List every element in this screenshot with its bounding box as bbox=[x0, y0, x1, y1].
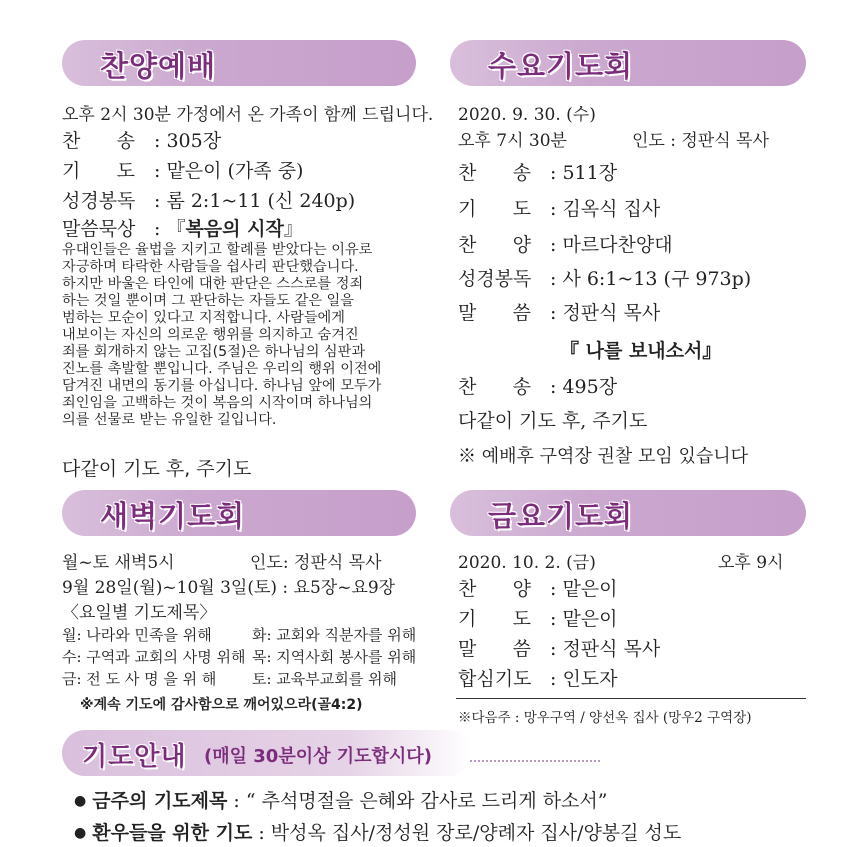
section-title-worship: 찬양예배 bbox=[100, 49, 217, 83]
wednesday-row bbox=[458, 158, 617, 185]
section-header-friday bbox=[450, 490, 806, 536]
dawn-topic: 월: 나라와 민족을 위해 bbox=[62, 626, 212, 644]
friday-time: 오후 9시 bbox=[718, 553, 784, 573]
wednesday-row bbox=[458, 264, 751, 291]
section-title-friday: 금요기도회 bbox=[488, 499, 634, 533]
wednesday-notice: ※ 예배후 구역장 권찰 모임 있습니다 bbox=[458, 446, 749, 467]
row-label: 말씀묵상 bbox=[62, 218, 136, 240]
wednesday-row-hymn2 bbox=[458, 372, 617, 399]
dawn-verse: ※계속 기도에 감사함으로 깨어있으라(골4:2) bbox=[80, 697, 363, 713]
row-value: : 『 bbox=[154, 218, 186, 240]
prayer-item-value: : “ 추석명절을 은혜와 감사로 드리게 하소서” bbox=[227, 790, 608, 812]
friday-divider bbox=[456, 698, 806, 699]
body-line: 내보이는 자신의 의로운 행위를 의지하고 숨겨진 bbox=[62, 327, 359, 343]
dawn-topic: 목: 지역사회 봉사를 위해 bbox=[252, 648, 417, 666]
body-line: 하지만 바울은 타인에 대한 판단은 스스로를 정죄 bbox=[62, 276, 364, 292]
row-value: : 사 6:1~13 (구 973p) bbox=[550, 268, 752, 290]
row-label: 기 도 bbox=[62, 160, 135, 182]
worship-intro: 오후 2시 30분 가정에서 온 가족이 함께 드립니다. bbox=[62, 105, 434, 125]
section-header-prayer bbox=[62, 730, 472, 776]
friday-row bbox=[458, 634, 660, 661]
worship-row-scripture bbox=[62, 186, 355, 213]
dawn-topic: 화: 교회와 직분자를 위해 bbox=[252, 626, 417, 644]
worship-row-meditation bbox=[62, 214, 303, 241]
wednesday-leader: 인도 : 정판식 목사 bbox=[632, 131, 769, 151]
friday-date: 2020. 10. 2. (금) bbox=[458, 553, 596, 573]
dawn-topic: 토: 교육부교회를 위해 bbox=[252, 670, 398, 688]
row-value: : 511장 bbox=[550, 162, 618, 184]
row-value: : 인도자 bbox=[550, 668, 618, 690]
prayer-item-sick bbox=[74, 818, 681, 845]
dawn-period: 9월 28일(월)~10월 3일(토) : 요5장~요9장 bbox=[62, 578, 396, 598]
body-line: 하는 것일 뿐이며 그 판단하는 자들도 같은 일을 bbox=[62, 293, 354, 309]
row-value: : 김옥식 집사 bbox=[550, 198, 661, 220]
wednesday-row bbox=[458, 194, 660, 221]
row-value: : 정판식 목사 bbox=[550, 638, 661, 660]
friday-row bbox=[458, 574, 618, 601]
sermon-body bbox=[62, 242, 412, 429]
row-label: 찬 송 bbox=[458, 376, 531, 398]
row-value: : 롬 2:1~11 (신 240p) bbox=[154, 190, 356, 212]
bullet-icon: ● bbox=[74, 825, 87, 841]
body-line: 진노를 촉발할 뿐입니다. 주님은 우리의 행위 이전에 bbox=[62, 361, 382, 377]
dawn-leader: 인도: 정판식 목사 bbox=[250, 553, 382, 573]
wednesday-closing: 다같이 기도 후, 주기도 bbox=[458, 410, 648, 432]
worship-row-prayer bbox=[62, 156, 303, 183]
prayer-dotted-rule bbox=[470, 760, 600, 762]
row-label: 합심기도 bbox=[458, 668, 532, 690]
row-value: : 정판식 목사 bbox=[550, 302, 661, 324]
worship-closing: 다같이 기도 후, 주기도 bbox=[62, 458, 252, 480]
friday-row bbox=[458, 604, 618, 631]
wednesday-row bbox=[458, 230, 673, 257]
row-label: 기 도 bbox=[458, 198, 531, 220]
row-label: 찬 양 bbox=[458, 234, 531, 256]
body-line: 죄를 회개하지 않는 고집(5절)은 하나님의 심판과 bbox=[62, 344, 366, 360]
row-label: 성경봉독 bbox=[458, 268, 532, 290]
body-line: 담겨진 내면의 동기를 아십니다. 하나님 앞에 모두가 bbox=[62, 378, 382, 394]
row-value: : 305장 bbox=[154, 130, 222, 152]
wednesday-date: 2020. 9. 30. (수) bbox=[458, 105, 596, 125]
dawn-topics-header: 〈요일별 기도제목〉 bbox=[62, 603, 217, 623]
row-label: 말 씀 bbox=[458, 638, 531, 660]
row-value: : 맡은이 (가족 중) bbox=[154, 160, 304, 182]
section-title-dawn: 새벽기도회 bbox=[100, 499, 246, 533]
row-label: 찬 송 bbox=[62, 130, 135, 152]
row-value: : 맡은이 bbox=[550, 578, 618, 600]
row-value: : 495장 bbox=[550, 376, 618, 398]
row-label: 찬 양 bbox=[458, 578, 531, 600]
friday-next-week: ※다음주 : 망우구역 / 양선옥 집사 (망우2 구역장) bbox=[458, 710, 752, 726]
row-label: 찬 송 bbox=[458, 162, 531, 184]
section-header-dawn bbox=[62, 490, 416, 536]
dawn-days: 월~토 새벽5시 bbox=[62, 553, 175, 573]
prayer-item-label: 금주의 기도제목 bbox=[92, 790, 228, 812]
row-label: 말 씀 bbox=[458, 302, 531, 324]
sermon-close: 』 bbox=[283, 218, 303, 240]
wednesday-time: 오후 7시 30분 bbox=[458, 131, 567, 151]
row-label: 기 도 bbox=[458, 608, 531, 630]
row-value: : 마르다찬양대 bbox=[550, 234, 673, 256]
prayer-subtitle: (매일 30분이상 기도합시다) bbox=[204, 746, 432, 767]
section-title-prayer: 기도안내 bbox=[82, 742, 187, 772]
wednesday-row bbox=[458, 298, 660, 325]
body-line: 범하는 모순이 있다고 지적합니다. 사람들에게 bbox=[62, 310, 345, 326]
sermon-title: 복음의 시작 bbox=[185, 218, 284, 240]
row-label: 성경봉독 bbox=[62, 190, 136, 212]
body-line: 유대인들은 율법을 지키고 할례를 받았다는 이유로 bbox=[62, 242, 373, 258]
worship-row-hymn bbox=[62, 126, 221, 153]
row-value: : 맡은이 bbox=[550, 608, 618, 630]
prayer-item-label: 환우들을 위한 기도 bbox=[92, 822, 253, 844]
friday-row bbox=[458, 664, 618, 691]
wednesday-sermon-title: 『 나를 보내소서』 bbox=[560, 340, 722, 362]
body-line: 죄인임을 고백하는 것이 복음의 시작이며 하나님의 bbox=[62, 395, 373, 411]
section-title-wednesday: 수요기도회 bbox=[488, 49, 634, 83]
prayer-item-value: : 박성옥 집사/정성원 장로/양례자 집사/양봉길 성도 bbox=[252, 822, 682, 844]
body-line: 의를 선물로 받는 유일한 길입니다. bbox=[62, 412, 277, 428]
dawn-topic: 금: 전 도 사 명 을 위 해 bbox=[62, 670, 217, 688]
bullet-icon: ● bbox=[74, 793, 87, 809]
body-line: 자긍하며 타락한 사람들을 쉽사리 판단했습니다. bbox=[62, 259, 359, 275]
section-header-worship bbox=[62, 40, 416, 86]
section-header-wednesday bbox=[450, 40, 806, 86]
dawn-topic: 수: 구역과 교회의 사명 위해 bbox=[62, 648, 246, 666]
prayer-item-week bbox=[74, 786, 607, 813]
